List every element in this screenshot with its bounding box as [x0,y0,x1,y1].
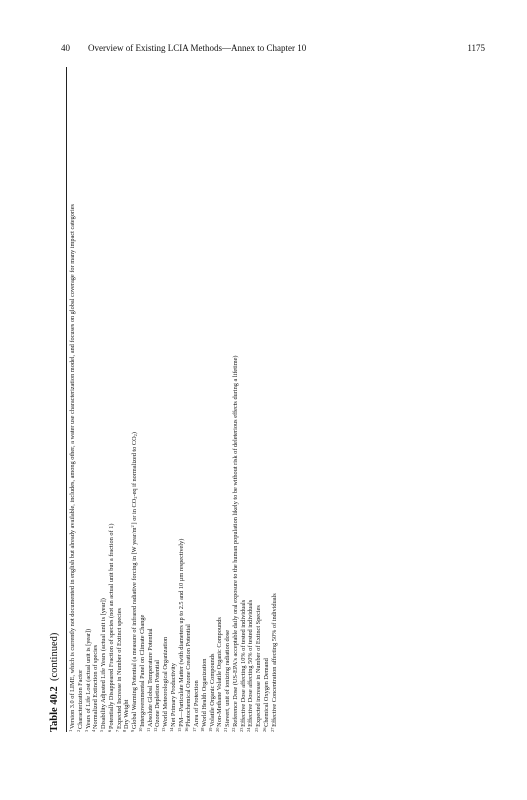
footnote-list [69,67,278,732]
footnote: $^{21}$Sievert, unit of ionizing radiation dose [223,629,231,732]
footnote: $^{10}$Intergovernmental Panel on Climate Change [137,614,146,732]
footnote: $^3$Years of Life Lost (actual unit is [year]) [83,628,92,732]
footnote: $^8$Dry Weight [122,699,131,732]
footnote: $^6$Potentially Disappeared Fraction of species (not an actual unit but a fraction of 1) [106,523,115,732]
footnote: $^{26}$Chemical Oxygen Demand [261,658,270,732]
footnote: $^{19}$Volatile Organic Compounds [207,653,216,732]
running-title: Overview of Existing LCIA Methods—Annex to Chapter 10 [88,43,307,53]
footnote: $^{16}$Photochemical Ozone Creation Potential [184,624,193,732]
table-label: Table 40.2 [49,686,60,732]
running-head [61,41,485,55]
footnote: $^{17}$Area of Protection [192,680,200,732]
footnote: $^{25}$Expected increase in Number of Extinct Species [254,605,262,732]
footnote: $^{20}$Non-Methane Volatile Organic Compounds [215,617,224,732]
chapter-number: 40 [61,43,70,53]
rotated-table-block [48,67,308,732]
footnote: $^{24}$Effective Dose affecting 50% of tested individuals [246,599,255,732]
footnote: $^{13}$World Meteorological Organization [161,636,169,732]
footnote: $^2$Characterization Factor [75,669,84,732]
table-caption [48,67,62,732]
footnote: $^{18}$World Health Organization [199,658,208,732]
footnote: $^5$Disability Adjusted Life Years (actual unit is [year]) [99,598,107,732]
footnote: $^{11}$Absolute Global Temperature Potential [145,628,154,732]
footnote: $^9$Global Warming Potential (a measure of infrared radiative forcing in [W year/$m^2$] or in $CO_2-eq$ if normalized to $CO_2$) [130,432,138,732]
page-number: 1175 [467,43,485,53]
footnote: $^{12}$Ozone Depletion Potential [153,660,162,732]
footnote: $^1$Version 3.0 of LIME, which is currently not documented in english but already available, includes, among other, a water use characterization model, and focuses on global coverage for many impact categories [68,203,76,732]
footnote: $^7$Expected Increase in Number of Extinct species [114,608,123,732]
footnote: $^{27}$Effective Concentration affecting 50% of individuals [269,593,278,732]
table-top-rule [66,67,67,732]
footnote: $^{14}$Net Primary Productivity [168,663,177,732]
footnote: $^{22}$Reference Dose (US-EPA's acceptable daily oral exposure to the human population likely to be without risk of deleterious effects during a lifetime) [230,355,239,732]
table-continued: (continued) [49,632,60,682]
footnote: $^{15}$PM—Particulate Matter (with diameters up to 2.5 and 10 µm respectively) [176,538,185,732]
footnote: $^{23}$Effective Dose affecting 10% of tested individuals [238,599,247,732]
footnote: $^4$Normalized Extinction of species [91,644,100,732]
